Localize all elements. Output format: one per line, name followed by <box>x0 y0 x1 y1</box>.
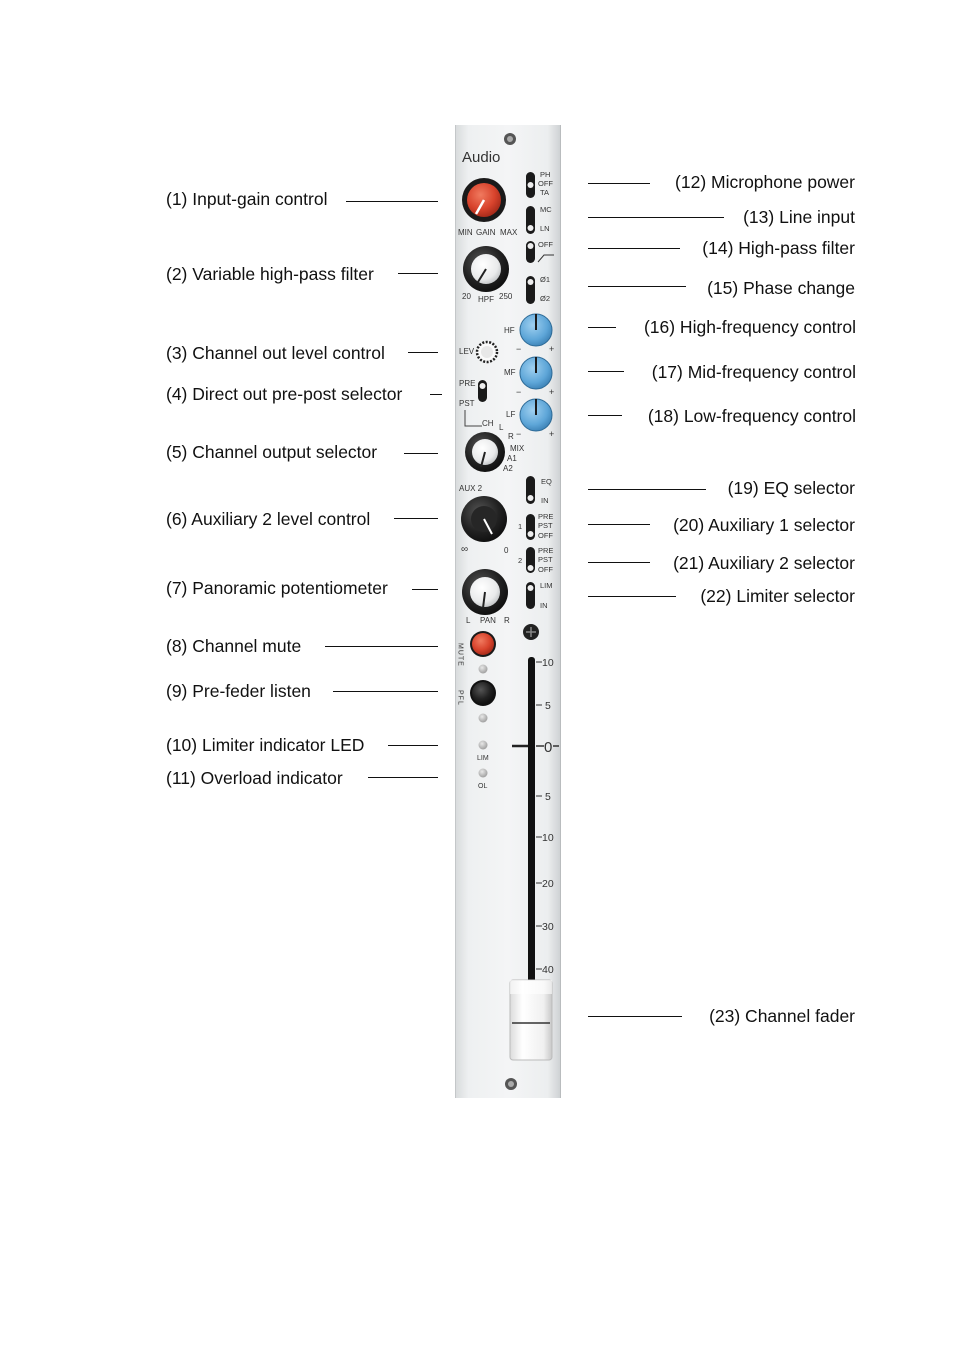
hpf-high-marking: 250 <box>499 292 513 301</box>
leader-line-9 <box>333 691 438 692</box>
mf-minus: − <box>516 387 522 397</box>
aux-2-level-knob[interactable] <box>461 496 507 542</box>
mute-marking: MUTE <box>456 643 464 667</box>
scale-label: 40 <box>542 964 554 976</box>
lf-minus: − <box>516 429 522 439</box>
gain-max-marking: MAX <box>500 228 518 237</box>
gain-min-marking: MIN <box>458 228 473 237</box>
label-overload-indicator: (11) Overload indicator <box>166 768 343 788</box>
pfl-led <box>479 714 488 723</box>
leader-line-17 <box>588 371 624 372</box>
channel-fader-knob[interactable] <box>510 980 552 1060</box>
fader-screw <box>523 624 539 640</box>
mute-button[interactable] <box>470 631 496 657</box>
aux2-pst-marking: PST <box>538 555 553 564</box>
led-lim-marking: LIM <box>477 755 489 762</box>
aux-2-selector-switch[interactable] <box>526 547 535 573</box>
leader-line-11 <box>368 777 438 778</box>
leader-line-15 <box>588 286 686 287</box>
top-screw <box>504 133 516 145</box>
ta-marking: TA <box>540 188 550 197</box>
label-limiter-indicator-led: (10) Limiter indicator LED <box>166 735 365 755</box>
channel-strip <box>455 125 561 1098</box>
leader-line-14 <box>588 248 680 249</box>
leader-line-10 <box>388 745 438 746</box>
line-input-switch[interactable] <box>526 206 535 234</box>
aux2-num-marking: 2 <box>518 556 523 565</box>
ph-off-marking: OFF <box>538 179 553 188</box>
low-frequency-knob[interactable] <box>520 399 552 431</box>
eq-in-marking: IN <box>541 496 549 505</box>
aux2-off-marking: OFF <box>538 565 553 574</box>
lev-marking: LEV <box>459 347 475 356</box>
hpf-name-marking: HPF <box>478 295 494 304</box>
aux1-num-marking: 1 <box>518 522 523 531</box>
mf-marking: MF <box>504 368 516 377</box>
leader-line-8 <box>325 646 438 647</box>
aux1-pst-marking: PST <box>538 521 553 530</box>
leader-line-12 <box>588 183 650 184</box>
label-eq-selector: (19) EQ selector <box>727 478 855 498</box>
label-input-gain-control: (1) Input-gain control <box>166 189 328 209</box>
led-ol-marking: OL <box>478 783 488 790</box>
channel-strip-graphic <box>456 125 560 1098</box>
leader-line-22 <box>588 596 676 597</box>
mf-plus: + <box>549 387 555 397</box>
scale-label: 5 <box>545 791 551 803</box>
leader-line-20 <box>588 524 650 525</box>
eq-marking: EQ <box>541 477 552 486</box>
pan-l-marking: L <box>466 616 471 625</box>
ch-r-marking: R <box>508 432 514 441</box>
hp-off-marking: OFF <box>538 240 553 249</box>
eq-selector-switch[interactable] <box>526 476 535 504</box>
label-direct-out-pre-post-selector: (4) Direct out pre-post selector <box>166 384 403 404</box>
a2-marking: A2 <box>503 464 513 473</box>
mc-marking: MC <box>540 205 552 214</box>
lim-in-marking: IN <box>540 601 548 610</box>
hf-minus: − <box>516 344 522 354</box>
gain-name-marking: GAIN <box>476 228 496 237</box>
phase-change-switch[interactable] <box>526 276 535 304</box>
leader-line-2 <box>398 273 438 274</box>
aux-zero-marking: 0 <box>504 546 509 555</box>
channel-out-level-trim[interactable] <box>477 342 497 362</box>
mix-marking: MIX <box>510 444 525 453</box>
phase1-marking: Ø1 <box>540 275 551 284</box>
leader-line-1 <box>346 201 438 202</box>
leader-line-13 <box>588 217 724 218</box>
label-mid-frequency-control: (17) Mid-frequency control <box>651 362 856 382</box>
a1-marking: A1 <box>507 454 517 463</box>
label-channel-output-selector: (5) Channel output selector <box>166 442 378 462</box>
leader-line-4 <box>430 394 442 395</box>
hpf-low-marking: 20 <box>462 292 471 301</box>
high-pass-filter-switch[interactable] <box>526 241 535 263</box>
hp-curve-icon <box>538 255 554 262</box>
label-microphone-power: (12) Microphone power <box>675 172 855 192</box>
ln-marking: LN <box>540 224 550 233</box>
leader-line-21 <box>588 562 650 563</box>
label-panoramic-potentiometer: (7) Panoramic potentiometer <box>166 578 388 598</box>
overload-led <box>479 769 488 778</box>
ch-bracket <box>465 410 482 426</box>
bottom-screw <box>505 1078 517 1090</box>
phase2-marking: Ø2 <box>540 294 551 303</box>
label-auxiliary-2-selector: (21) Auxiliary 2 selector <box>673 553 855 573</box>
leader-line-5 <box>404 453 438 454</box>
leader-line-19 <box>588 489 706 490</box>
hpf-knob[interactable] <box>463 246 509 292</box>
aux1-pre-marking: PRE <box>538 512 554 521</box>
pan-knob[interactable] <box>462 569 508 615</box>
aux-1-selector-switch[interactable] <box>526 514 535 540</box>
scale-label: 0 <box>544 739 553 756</box>
channel-output-selector-knob[interactable] <box>465 432 505 472</box>
ch-l-marking: L <box>499 423 504 432</box>
label-auxiliary-1-selector: (20) Auxiliary 1 selector <box>673 515 855 535</box>
pfl-button[interactable] <box>470 680 496 706</box>
ch-marking: CH <box>482 419 494 428</box>
aux-inf-marking: ∞ <box>461 544 469 555</box>
label-line-input: (13) Line input <box>743 207 855 227</box>
mid-frequency-knob[interactable] <box>520 357 552 389</box>
pan-r-marking: R <box>504 616 510 625</box>
brand-logo: Audio <box>462 149 501 166</box>
microphone-power-switch[interactable] <box>526 172 535 198</box>
input-gain-knob[interactable] <box>462 178 506 222</box>
label-channel-fader: (23) Channel fader <box>709 1006 855 1026</box>
scale-label: 20 <box>542 878 554 890</box>
high-frequency-knob[interactable] <box>520 314 552 346</box>
limiter-selector-switch[interactable] <box>526 582 535 609</box>
pst-marking: PST <box>459 399 475 408</box>
lf-marking: LF <box>506 410 516 419</box>
scale-label: 10 <box>542 657 554 669</box>
lim-marking: LIM <box>540 581 553 590</box>
hf-marking: HF <box>504 326 515 335</box>
aux2-pre-marking: PRE <box>538 546 554 555</box>
leader-line-6 <box>394 518 438 519</box>
ph-marking: PH <box>540 170 551 179</box>
label-pre-feder-listen: (9) Pre-feder listen <box>166 681 311 701</box>
pfl-marking: PFL <box>456 690 464 706</box>
direct-out-pre-post-switch[interactable] <box>478 380 487 402</box>
leader-line-3 <box>408 352 438 353</box>
leader-line-23 <box>588 1016 682 1017</box>
leader-line-7 <box>412 589 438 590</box>
lf-plus: + <box>549 429 555 439</box>
label-channel-mute: (8) Channel mute <box>166 636 302 656</box>
mute-led <box>479 665 488 674</box>
label-limiter-selector: (22) Limiter selector <box>700 586 855 606</box>
aux2-marking: AUX 2 <box>459 484 483 493</box>
pan-name-marking: PAN <box>480 616 496 625</box>
label-auxiliary-2-level-control: (6) Auxiliary 2 level control <box>166 509 371 529</box>
leader-line-18 <box>588 415 622 416</box>
hf-plus: + <box>549 344 555 354</box>
fader-scale <box>536 657 559 976</box>
label-variable-high-pass-filter: (2) Variable high-pass filter <box>166 264 374 284</box>
label-high-frequency-control: (16) High-frequency control <box>643 317 856 337</box>
scale-label: 30 <box>542 921 554 933</box>
aux1-off-marking: OFF <box>538 531 553 540</box>
limiter-led <box>479 741 488 750</box>
scale-label: 10 <box>542 832 554 844</box>
label-high-pass-filter: (14) High-pass filter <box>702 238 855 258</box>
label-channel-out-level-control: (3) Channel out level control <box>166 343 385 363</box>
label-low-frequency-control: (18) Low-frequency control <box>647 406 856 426</box>
scale-label: 5 <box>545 700 551 712</box>
pre-marking: PRE <box>459 379 476 388</box>
label-phase-change: (15) Phase change <box>707 278 855 298</box>
leader-line-16 <box>588 327 616 328</box>
